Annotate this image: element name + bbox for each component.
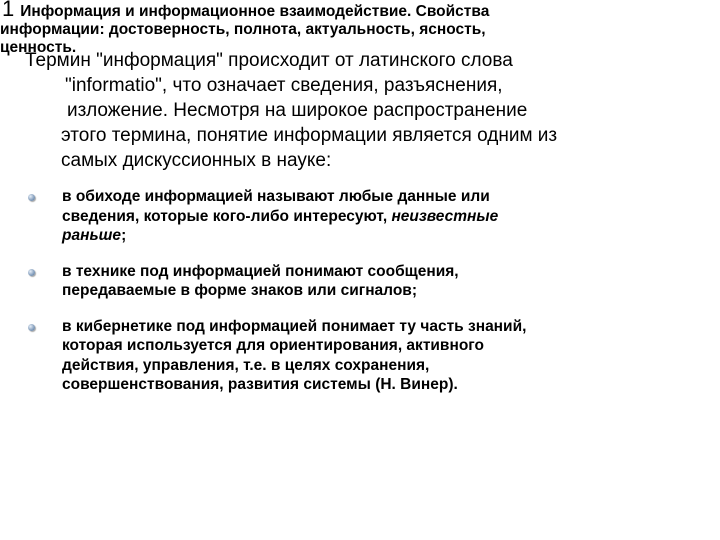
intro-line: Термин "информация" происходит от латинского слова (25, 50, 513, 71)
bullet-line (62, 226, 688, 246)
bullet-list (28, 187, 688, 411)
list-item (28, 187, 688, 246)
bullet-line: в кибернетике под информацией понимает ту часть знаний, (62, 317, 527, 335)
intro-line: этого термина, понятие информации является одним из (61, 125, 558, 146)
intro-line: самых дискуссионных в науке: (61, 150, 332, 171)
bullet-line: передаваемые в форме знаков или сигналов; (62, 282, 417, 299)
bullet-icon (28, 324, 35, 331)
bullet-line: которая используется для ориентирования, активного (62, 337, 485, 354)
bullet-line: в технике под информацией понимают сообщения, (62, 262, 459, 280)
list-item (28, 262, 688, 301)
bullet-text: ; (121, 227, 127, 244)
bullet-icon (28, 194, 35, 201)
bullet-text: сведения, которые кого-либо интересуют, (62, 207, 392, 225)
bullet-emphasis: раньше (62, 227, 122, 244)
title-number: 1 (2, 0, 15, 21)
title-line-2: информации: достоверность, полнота, актуальность, ясность, (0, 21, 486, 38)
intro-line: "informatio", что означает сведения, разъяснения, (65, 75, 503, 96)
bullet-icon (28, 269, 35, 276)
bullet-line (62, 207, 688, 227)
bullet-line: действия, управления, т.е. в целях сохранения, (62, 356, 430, 374)
title-text-1: Информация и информационное взаимодействие. Свойства (20, 3, 490, 20)
list-item (28, 317, 688, 395)
intro-line: изложение. Несмотря на широкое распространение (67, 100, 528, 121)
title-line-3: ценность. (0, 39, 77, 56)
bullet-line: совершенствования, развития системы (Н. Винер). (62, 376, 458, 393)
bullet-line: в обиходе информацией называют любые данные или (62, 188, 490, 205)
title-line-1 (2, 0, 720, 21)
bullet-emphasis: неизвестные (391, 207, 499, 225)
intro-paragraph (25, 48, 705, 173)
